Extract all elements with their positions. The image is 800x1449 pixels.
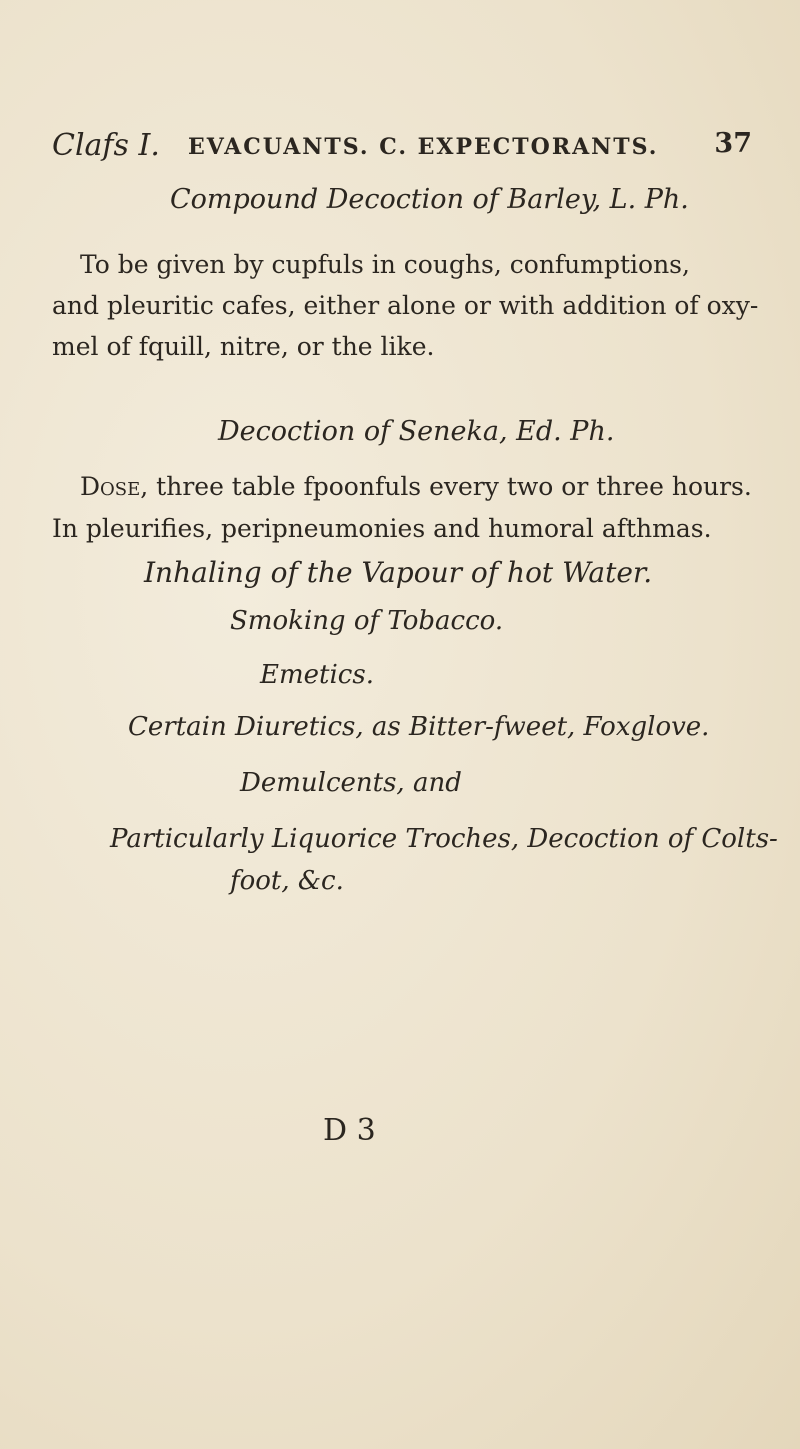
running-header xyxy=(52,128,752,168)
item-emetics: Emetics. xyxy=(260,660,374,690)
signature-mark: D 3 xyxy=(323,1113,376,1148)
dose-label: Dose, xyxy=(80,472,149,501)
seneka-line-1 xyxy=(80,466,752,507)
barley-line-3: mel of fquill, nitre, or the like. xyxy=(52,332,435,361)
barley-heading: Compound Decoction of Barley, L. Ph. xyxy=(170,184,689,215)
dose-text: three table fpoonfuls every two or three hours. xyxy=(156,472,752,501)
item-liquorice-cont: foot, &c. xyxy=(230,866,344,896)
seneka-heading: Decoction of Seneka, Ed. Ph. xyxy=(218,416,615,447)
item-smoking: Smoking of Tobacco. xyxy=(230,606,504,636)
barley-line-1: To be given by cupfuls in coughs, confumptions, xyxy=(80,250,690,279)
seneka-line-2: In pleurifies, peripneumonies and humoral afthmas. xyxy=(52,514,712,543)
page-number: 37 xyxy=(714,128,752,159)
item-liquorice: Particularly Liquorice Troches, Decoction of Colts- xyxy=(110,824,778,854)
running-title: EVACUANTS. C. EXPECTORANTS. xyxy=(188,134,659,160)
class-label: Clafs I. xyxy=(52,128,160,163)
item-diuretics: Certain Diuretics, as Bitter-fweet, Foxglove. xyxy=(128,712,710,742)
item-demulcents: Demulcents, and xyxy=(240,768,462,798)
item-inhaling: Inhaling of the Vapour of hot Water. xyxy=(144,556,653,589)
barley-line-2: and pleuritic cafes, either alone or with addition of oxy- xyxy=(52,291,759,320)
